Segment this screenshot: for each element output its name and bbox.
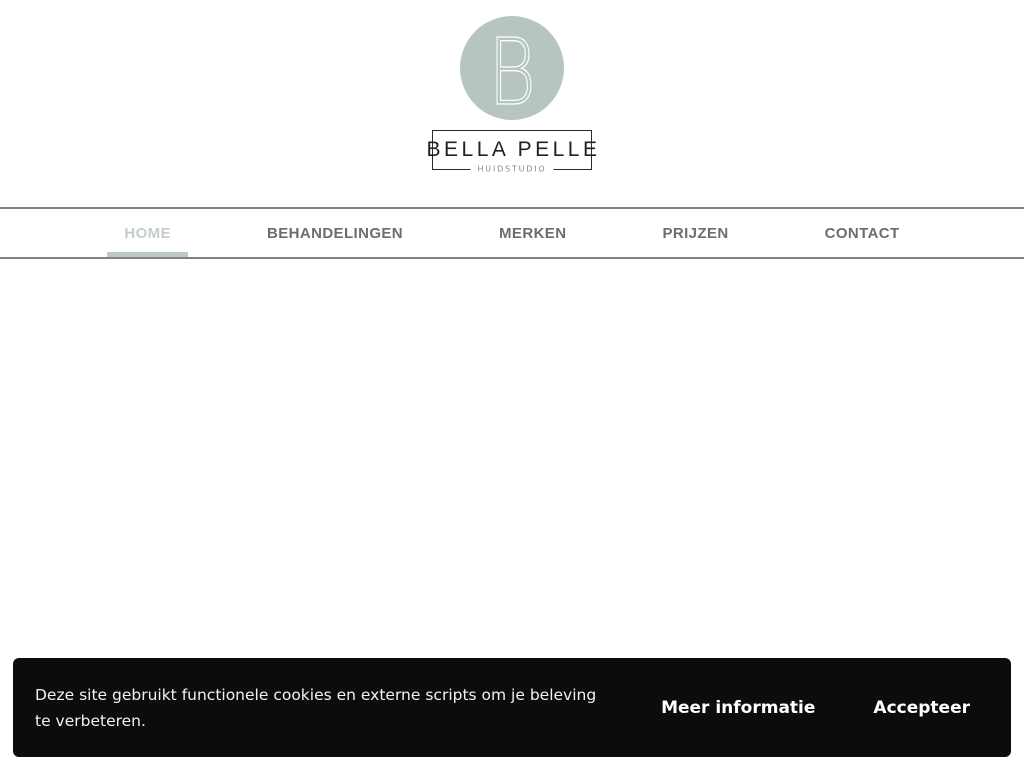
brand-name: BELLA PELLE — [426, 138, 601, 161]
main-navigation — [0, 207, 1024, 259]
more-info-button[interactable]: Meer informatie — [661, 697, 816, 718]
site-header — [0, 0, 1024, 174]
cookie-consent-banner — [13, 658, 1011, 757]
page-content-empty — [0, 259, 1024, 653]
cookie-actions — [661, 698, 970, 718]
nav-item-behandelingen[interactable]: BEHANDELINGEN — [266, 224, 404, 242]
nav-item-prijzen[interactable]: PRIJZEN — [662, 224, 729, 242]
nav-item-home[interactable]: HOME — [107, 209, 188, 257]
brand-tagline: HUIDSTUDIO — [470, 165, 553, 174]
nav-item-contact[interactable]: CONTACT — [824, 224, 900, 242]
monogram-b-icon — [460, 16, 564, 120]
cookie-message: Deze site gebruikt functionele cookies en externe scripts om je beleving te verbeteren. — [35, 685, 597, 730]
logo-wordmark-box — [426, 130, 601, 174]
svg-text:B: B — [488, 19, 536, 120]
logo-monogram-circle — [460, 16, 564, 120]
nav-item-merken[interactable]: MERKEN — [499, 224, 567, 242]
accept-cookies-button[interactable]: Accepteer — [873, 697, 970, 718]
